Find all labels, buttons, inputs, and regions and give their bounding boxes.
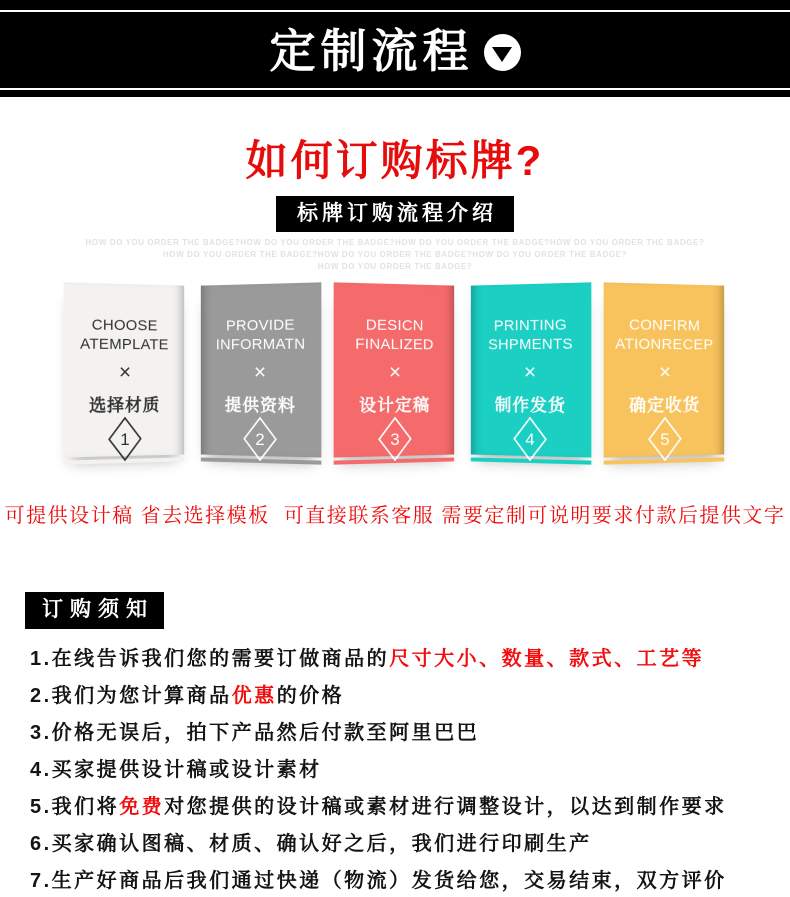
page-title: 定制流程	[269, 24, 474, 77]
order-notes-list	[0, 638, 790, 897]
step-title-cn: 选择材质	[89, 396, 161, 416]
note-item-3: 3.价格无误后，拍下产品然后付款至阿里巴巴	[30, 721, 480, 744]
step-number-badge: 3	[377, 416, 413, 463]
top-banner	[0, 0, 790, 97]
banner-top-line	[0, 10, 790, 12]
multiply-icon: ×	[523, 361, 537, 385]
watermark-text: HOW DO YOU ORDER THE BADGE?HOW DO YOU ORDER THE BADGE?HOW DO YOU ORDER THE BADGE?HOW DO YOU ORDER THE BADGE? HOW DO YOU ORDER THE BADGE?HOW DO YOU ORDER THE BADGE?HOW DO YOU ORDER THE BADGE? HOW DO YOU ORDER THE BADGE?	[85, 238, 705, 272]
step-number-badge: 2	[242, 416, 278, 463]
step-title-en: PRINTING SHPMENTS	[488, 316, 573, 354]
multiply-icon: ×	[388, 361, 402, 385]
step-number-badge: 1	[107, 416, 143, 463]
step-title-cn: 制作发货	[494, 396, 566, 416]
step-card-5	[604, 284, 726, 480]
order-notes-badge: 订购须知	[25, 592, 164, 628]
banner-bottom-line	[0, 88, 790, 90]
step-card-1	[64, 284, 186, 480]
step-card-3	[334, 284, 456, 480]
multiply-icon: ×	[658, 361, 672, 385]
intro-badge: 标牌订购流程介绍	[276, 196, 514, 232]
steps-row	[0, 284, 790, 484]
note-item-2: 2.我们为您计算商品 优惠 的价格	[30, 684, 345, 707]
multiply-icon: ×	[118, 361, 132, 385]
custom-design-notice: 可提供设计稿 省去选择模板 可直接联系客服 需要定制可说明要求付款后提供文字	[4, 505, 786, 528]
section-heading: 如何订购标牌?	[245, 137, 545, 184]
step-title-en: DESICN FINALIZED	[355, 316, 434, 354]
step-card-4	[469, 284, 591, 480]
step-number-badge: 5	[647, 416, 683, 463]
step-number-badge: 4	[512, 416, 548, 463]
step-card-2	[199, 284, 321, 480]
step-title-en: PROVIDE INFORMATN	[215, 316, 306, 354]
note-item-1: 1.在线告诉我们您的需要订做商品的 尺寸大小、数量、款式、工艺等	[30, 647, 705, 670]
step-title-en: CONFIRM ATIONRECEP	[615, 316, 714, 354]
note-item-6: 6.买家确认图稿、材质、确认好之后，我们进行印刷生产	[30, 832, 592, 855]
note-item-4: 4.买家提供设计稿或设计素材	[30, 758, 322, 781]
step-title-cn: 设计定稿	[359, 396, 431, 416]
step-title-en: CHOOSE ATEMPLATE	[80, 316, 169, 354]
note-item-5: 5.我们将 免费 对您提供的设计稿或素材进行调整设计，以达到制作要求	[30, 795, 727, 818]
step-title-cn: 确定收货	[629, 396, 701, 416]
step-title-cn: 提供资料	[224, 396, 296, 416]
note-item-7: 7.生产好商品后我们通过快递（物流）发货给您，交易结束，双方评价	[30, 869, 727, 892]
down-triangle-icon	[484, 34, 521, 71]
multiply-icon: ×	[253, 361, 267, 385]
